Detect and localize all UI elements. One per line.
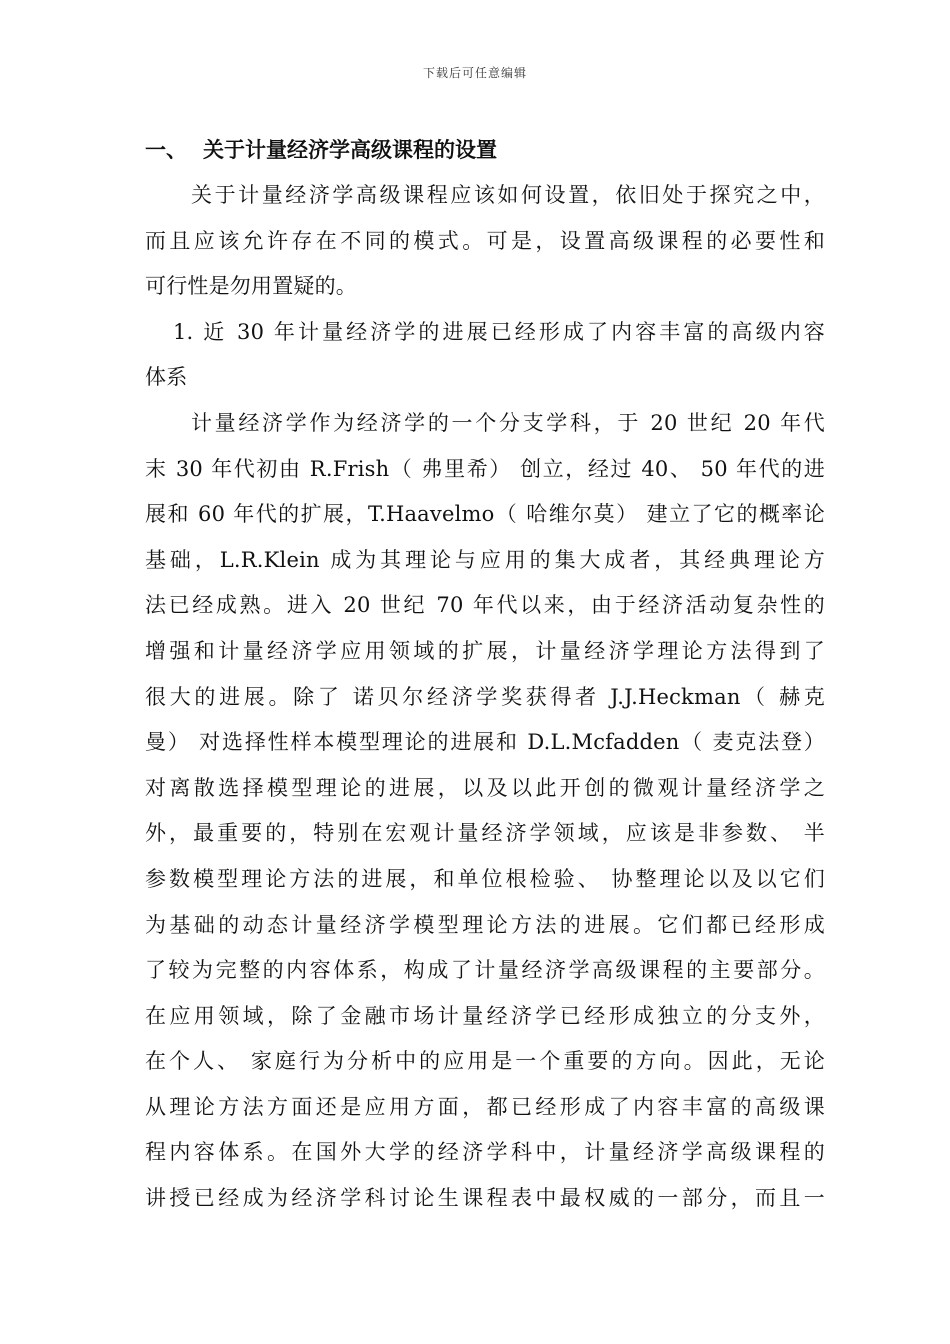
- paragraph-line: 为基础的动态计量经济学模型理论方法的进展。它们都已经形成: [145, 912, 825, 937]
- paragraph-line: 法已经成熟。进入 20 世纪 70 年代以来，由于经济活动复杂性的: [145, 593, 825, 618]
- subheading: [145, 310, 825, 401]
- paragraph-line: 基础，L.R.Klein 成为其理论与应用的集大成者，其经典理论方: [145, 547, 825, 572]
- paragraph-line: 增强和计量经济学应用领域的扩展，计量经济学理论方法得到了: [145, 638, 825, 663]
- paragraph-line: 曼） 对选择性样本模型理论的进展和 D.L.Mcfadden（ 麦克法登）: [145, 730, 825, 755]
- paragraph-1: [145, 173, 825, 310]
- paragraph-line: 展和 60 年代的扩展，T.Haavelmo（ 哈维尔莫） 建立了它的概率论: [145, 502, 825, 527]
- page-header-note: 下载后可任意编辑: [422, 66, 527, 80]
- paragraph-line: 很大的进展。除了 诺贝尔经济学奖获得者 J.J.Heckman（ 赫克: [145, 684, 825, 709]
- paragraph-line: 在个人、 家庭行为分析中的应用是一个重要的方向。因此，无论: [145, 1049, 825, 1074]
- paragraph-line: 而且应该允许存在不同的模式。可是，设置高级课程的必要性和: [145, 228, 825, 253]
- paragraph-line: 了较为完整的内容体系，构成了计量经济学高级课程的主要部分。: [145, 958, 825, 983]
- paragraph-line: 程内容体系。在国外大学的经济学科中，计量经济学高级课程的: [145, 1140, 825, 1165]
- document-body: [145, 135, 825, 1222]
- paragraph-line: 讲授已经成为经济学科讨论生课程表中最权威的一部分，而且一: [145, 1186, 825, 1211]
- paragraph-line: 在应用领域，除了金融市场计量经济学已经形成独立的分支外，: [145, 1003, 825, 1028]
- paragraph-line: 末 30 年代初由 R.Frish（ 弗里希） 创立，经过 40、 50 年代的进: [145, 456, 825, 481]
- section-title: 关于计量经济学高级课程的设置: [203, 138, 497, 162]
- subheading-line: 1. 近 30 年计量经济学的进展已经形成了内容丰富的高级内容: [173, 319, 825, 344]
- paragraph-line: 外，最重要的，特别在宏观计量经济学领域，应该是非参数、 半: [145, 821, 825, 846]
- section-heading: [145, 135, 825, 165]
- paragraph-line: 参数模型理论方法的进展，和单位根检验、 协整理论以及以它们: [145, 866, 825, 891]
- paragraph-line: 对离散选择模型理论的进展，以及以此开创的微观计量经济学之: [145, 775, 825, 800]
- paragraph-line: 可行性是勿用置疑的。: [145, 274, 357, 299]
- paragraph-line: 计量经济学作为经济学的一个分支学科，于 20 世纪 20 年代: [191, 410, 825, 435]
- paragraph-line: 从理论方法方面还是应用方面，都已经形成了内容丰富的高级课: [145, 1094, 825, 1119]
- section-number: 一、: [145, 138, 187, 162]
- paragraph-2: [145, 401, 825, 1222]
- paragraph-line: 关于计量经济学高级课程应该如何设置，依旧处于探究之中，: [191, 183, 825, 207]
- subheading-line: 体系: [145, 365, 188, 390]
